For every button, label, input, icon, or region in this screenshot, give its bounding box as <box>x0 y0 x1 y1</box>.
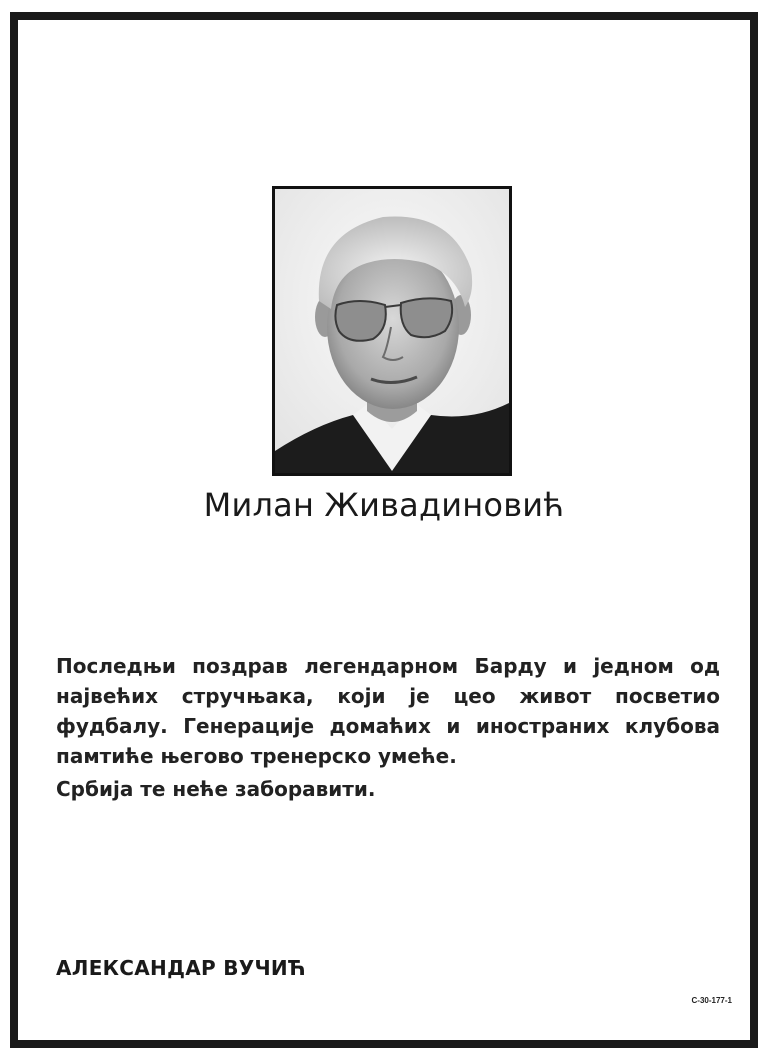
portrait-photo <box>272 186 512 476</box>
deceased-name: Милан Живадиновић <box>203 486 565 524</box>
signature: АЛЕКСАНДАР ВУЧИЋ <box>56 956 306 980</box>
tribute-message: Последњи поздрав легендарном Барду и једном од највећих стручњака, који је цео живот посветио фудбалу. Генерације домаћих и иностраних клубова памтиће његово тренерско умеће. <box>56 654 720 768</box>
portrait-icon <box>275 189 509 473</box>
closing-line: Србија те неће заборавити. <box>56 777 376 801</box>
ad-code: С-30-177-1 <box>691 996 732 1005</box>
obituary-frame <box>10 12 758 1048</box>
